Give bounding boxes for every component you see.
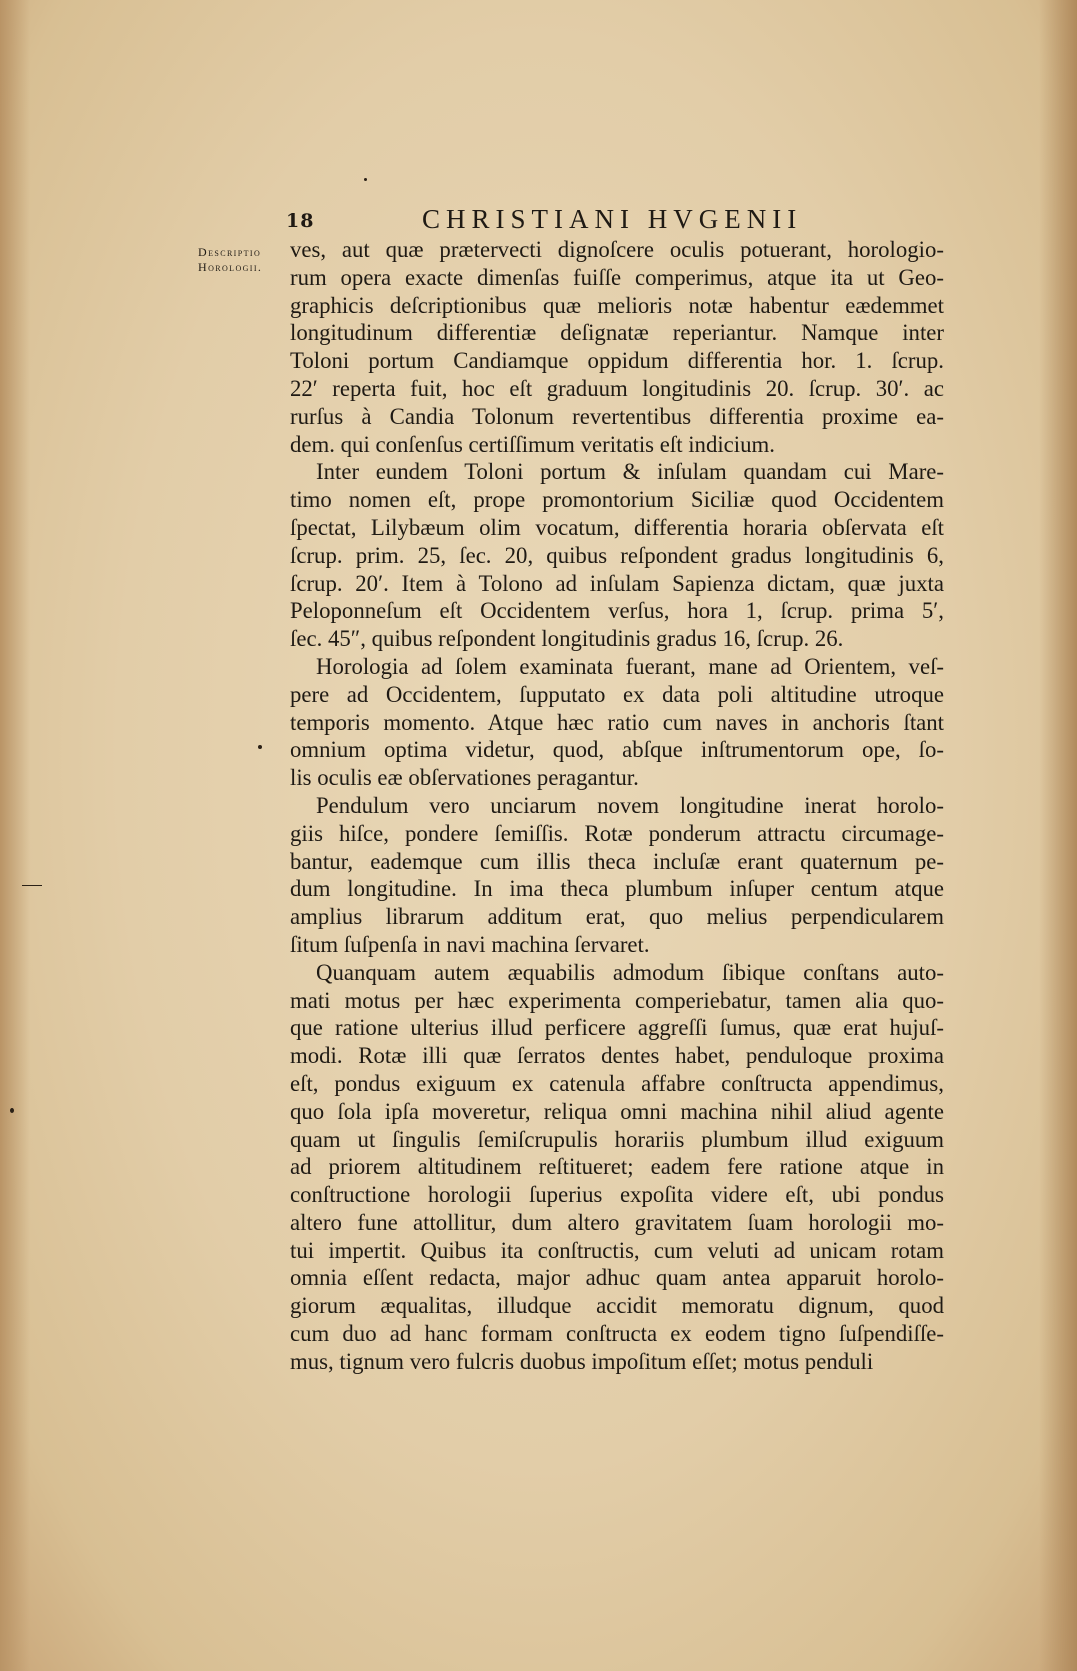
marginal-note-line: Descriptio xyxy=(198,245,262,259)
text-line: mus, tignum vero fulcris duobus impoſitum eſſet; motus penduli xyxy=(290,1348,874,1374)
paragraph xyxy=(290,959,944,1376)
text-line: conſtructione horologii ſuperius expoſita videre eſt, ubi pondus xyxy=(290,1182,944,1208)
text-line: rurſus à Candia Tolonum revertentibus differentia proxime ea- xyxy=(290,403,944,429)
text-line: ſec. 45″, quibus reſpondent longitudinis gradus 16, ſcrup. 26. xyxy=(290,626,844,652)
text-line: cum duo ad hanc formam conſtructa ex eodem tigno ſuſpendiſſe- xyxy=(290,1321,944,1347)
text-line: mati motus per hæc experimenta comperiebatur, tamen alia quo- xyxy=(290,987,944,1013)
text-line: omnium optima videtur, quod, abſque inſtrumentorum ope, ſo- xyxy=(290,737,944,763)
text-line: que ratione ulterius illud perficere aggreſſi ſumus, quæ erat hujuſ- xyxy=(290,1015,944,1041)
text-line: ſpectat, Lilybæum olim vocatum, differentia horaria obſervata eſt xyxy=(290,514,944,540)
text-line: ſitum ſuſpenſa in navi machina ſervaret. xyxy=(290,931,650,957)
ink-speck xyxy=(22,885,42,886)
paragraph xyxy=(290,653,944,792)
text-line: altero fune attollitur, dum altero gravitatem ſuam horologii mo- xyxy=(290,1209,944,1235)
text-line: graphicis deſcriptionibus quæ melioris notæ habentur eædemmet xyxy=(290,292,944,318)
page-number: 18 xyxy=(286,210,315,232)
text-line: Toloni portum Candiamque oppidum differentia hor. 1. ſcrup. xyxy=(290,348,944,374)
text-line: ſcrup. prim. 25, ſec. 20, quibus reſpondent gradus longitudinis 6, xyxy=(290,542,944,568)
body-text xyxy=(290,236,944,1376)
text-line: amplius librarum additum erat, quo melius perpendicularem xyxy=(290,904,944,930)
text-line: giorum æqualitas, illudque accidit memoratu dignum, quod xyxy=(290,1293,944,1319)
text-line: Quanquam autem æquabilis admodum ſibique conſtans auto- xyxy=(316,959,944,985)
text-line: ſcrup. 20′. Item à Tolono ad inſulam Sapienza dictam, quæ juxta xyxy=(290,570,944,596)
text-line: Pendulum vero unciarum novem longitudine inerat horolo- xyxy=(316,792,944,818)
text-line: ad priorem altitudinem reſtitueret; eadem fere ratione atque in xyxy=(290,1154,944,1180)
text-line: bantur, eademque cum illis theca incluſæ erant quaternum pe- xyxy=(290,848,944,874)
ink-speck xyxy=(10,1108,14,1113)
text-line: omnia eſſent redacta, major adhuc quam antea apparuit horolo- xyxy=(290,1265,944,1291)
text-line: quo ſola ipſa moveretur, reliqua omni machina nihil aliud agente xyxy=(290,1098,944,1124)
marginal-note xyxy=(198,245,286,275)
text-line: dum longitudine. In ima theca plumbum inſuper centum atque xyxy=(290,876,944,902)
text-line: Peloponneſum eſt Occidentem verſus, hora 1, ſcrup. prima 5′, xyxy=(290,598,944,624)
marginal-note-line: Horologii. xyxy=(198,260,263,274)
text-line: Horologia ad ſolem examinata fuerant, mane ad Orientem, veſ- xyxy=(316,653,944,679)
ink-speck xyxy=(258,745,262,749)
text-line: timo nomen eſt, prope promontorium Siciliæ quod Occidentem xyxy=(290,487,944,513)
page-header xyxy=(286,204,946,238)
paragraph xyxy=(290,458,944,653)
text-line: ves, aut quæ prætervecti dignoſcere oculis potuerant, horologio- xyxy=(290,237,944,262)
text-line: rum opera exacte dimenſas fuiſſe comperimus, atque ita ut Geo- xyxy=(290,264,944,290)
paragraph xyxy=(290,792,944,959)
text-line: temporis momento. Atque hæc ratio cum naves in anchoris ſtant xyxy=(290,709,944,735)
text-line: eſt, pondus exiguum ex catenula affabre conſtructa appendimus, xyxy=(290,1070,944,1096)
running-head: CHRISTIANI HVGENII xyxy=(422,204,803,234)
text-line: Inter eundem Toloni portum & inſulam quandam cui Mare- xyxy=(316,459,944,485)
text-line: pere ad Occidentem, ſupputato ex data poli altitudine utroque xyxy=(290,681,944,707)
ink-speck xyxy=(364,178,367,181)
paragraph xyxy=(290,236,944,458)
text-line: giis hiſce, pondere ſemiſſis. Rotæ ponderum attractu circumage- xyxy=(290,820,944,846)
text-line: longitudinum differentiæ deſignatæ reperiantur. Namque inter xyxy=(290,320,944,346)
text-line: tui impertit. Quibus ita conſtructis, cum veluti ad unicam rotam xyxy=(290,1237,944,1263)
text-line: dem. qui conſenſus certiſſimum veritatis eſt indicium. xyxy=(290,431,775,457)
text-line: modi. Rotæ illi quæ ſerratos dentes habet, penduloque proxima xyxy=(290,1043,944,1069)
text-line: lis oculis eæ obſervationes peragantur. xyxy=(290,765,639,791)
text-line: quam ut ſingulis ſemiſcrupulis horariis plumbum illud exiguum xyxy=(290,1126,944,1152)
text-line: 22′ reperta fuit, hoc eſt graduum longitudinis 20. ſcrup. 30′. ac xyxy=(290,375,944,401)
